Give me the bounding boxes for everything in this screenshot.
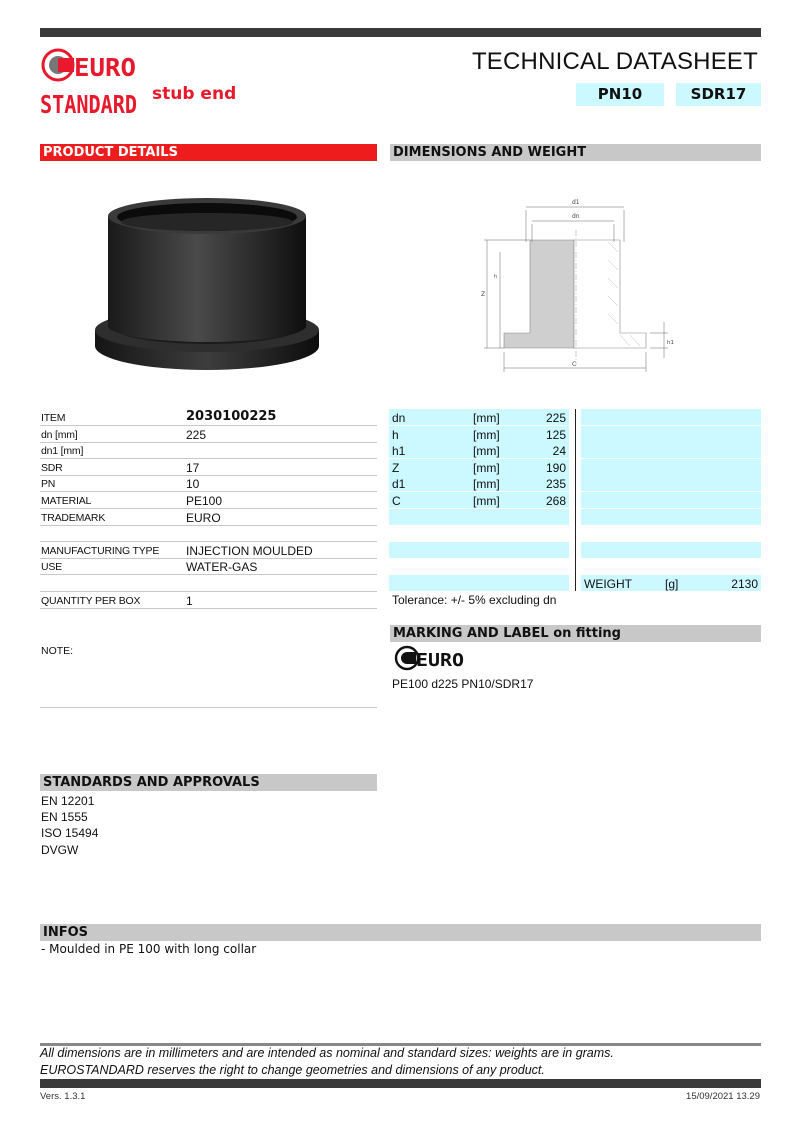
weight-table-row-empty	[581, 442, 761, 459]
dimension-name: d1	[392, 477, 406, 491]
detail-row	[40, 426, 377, 443]
dimension-row-empty	[389, 575, 569, 592]
infos-header: INFOS	[40, 924, 761, 941]
detail-row	[40, 442, 377, 459]
dimension-row-empty	[389, 509, 569, 526]
weight-unit: [g]	[665, 577, 679, 591]
dimension-name: Z	[392, 461, 400, 475]
standard-item: ISO 15494	[41, 826, 99, 840]
weight-table-row-empty	[581, 475, 761, 492]
dimension-row	[389, 442, 569, 459]
dimension-unit: [mm]	[473, 477, 500, 491]
product-name: stub end	[152, 84, 237, 104]
detail-row	[40, 509, 377, 526]
detail-key: PN	[41, 478, 56, 490]
detail-value: PE100	[186, 494, 223, 508]
standard-item: EN 1555	[41, 810, 88, 824]
drawing-label-h1: h1	[667, 340, 674, 346]
dimension-row	[389, 426, 569, 443]
dimension-value: 225	[545, 411, 566, 425]
pn-badge: PN10	[576, 83, 664, 106]
dimension-unit: [mm]	[473, 411, 500, 425]
detail-key: ITEM	[41, 412, 66, 424]
detail-key: SDR	[41, 462, 63, 474]
dimension-unit: [mm]	[473, 444, 500, 458]
detail-value: 10	[186, 477, 200, 491]
marking-logo	[394, 645, 466, 671]
dimension-value: 235	[545, 477, 566, 491]
drawing-label-dn: dn	[572, 213, 580, 220]
dimension-value: 190	[545, 461, 566, 475]
sdr-badge: SDR17	[676, 83, 761, 106]
detail-key: dn [mm]	[41, 429, 78, 441]
note-label: NOTE:	[41, 645, 74, 657]
dimension-row-empty	[389, 542, 569, 559]
top-bar	[40, 28, 761, 37]
dimension-row-empty	[389, 558, 569, 575]
detail-row	[40, 492, 377, 509]
dimension-row	[389, 492, 569, 509]
detail-row	[40, 558, 377, 575]
weight-value: 2130	[731, 577, 758, 591]
dimension-unit: [mm]	[473, 428, 500, 442]
detail-row	[40, 525, 377, 542]
detail-key: dn1 [mm]	[41, 445, 84, 457]
infos-text: - Moulded in PE 100 with long collar	[41, 942, 257, 956]
detail-row	[40, 542, 377, 559]
dimension-row	[389, 409, 569, 426]
dimension-name: C	[392, 494, 401, 508]
weight-table-row-empty	[581, 409, 761, 426]
detail-row	[40, 475, 377, 492]
product-details-header: PRODUCT DETAILS	[40, 144, 377, 161]
detail-value: INJECTION MOULDED	[186, 544, 313, 558]
dimension-row	[389, 459, 569, 476]
version-label: Vers. 1.3.1	[40, 1091, 86, 1102]
logo-text-standard: STANDARD	[40, 90, 137, 119]
weight-table-row-empty	[581, 492, 761, 509]
detail-key: MATERIAL	[41, 495, 92, 507]
standard-item: EN 12201	[41, 794, 95, 808]
detail-value: WATER-GAS	[186, 560, 258, 574]
weight-table-row-empty	[581, 558, 761, 575]
detail-key: TRADEMARK	[41, 512, 106, 524]
dimension-unit: [mm]	[473, 461, 500, 475]
weight-table-row-empty	[581, 509, 761, 526]
dimension-name: dn	[392, 411, 406, 425]
marking-header: MARKING AND LABEL on fitting	[390, 625, 761, 642]
drawing-label-h: h	[494, 274, 498, 280]
detail-row	[40, 459, 377, 476]
detail-value: 1	[186, 594, 193, 608]
standards-header: STANDARDS AND APPROVALS	[40, 774, 377, 791]
note-divider	[40, 707, 377, 708]
marking-logo-text: EURO	[416, 650, 465, 671]
weight-table-row-empty	[581, 525, 761, 542]
print-datetime: 15/09/2021 13.29	[686, 1091, 760, 1102]
drawing-label-z: Z	[481, 291, 486, 298]
logo-text-euro: EURO	[74, 53, 136, 82]
eurostandard-logo	[40, 45, 140, 120]
dimension-unit: [mm]	[473, 494, 500, 508]
detail-row	[40, 409, 377, 426]
detail-row	[40, 575, 377, 592]
drawing-label-c: C	[572, 361, 577, 368]
detail-key: QUANTITY PER BOX	[41, 595, 141, 607]
dimension-value: 24	[552, 444, 566, 458]
detail-value: EURO	[186, 511, 221, 525]
dimension-drawing	[478, 190, 678, 375]
dimension-value: 125	[545, 428, 566, 442]
bottom-bar	[40, 1079, 761, 1088]
detail-key: USE	[41, 561, 62, 573]
dimension-row-empty	[389, 525, 569, 542]
table-divider	[575, 409, 576, 591]
detail-value: 17	[186, 461, 200, 475]
dimension-value: 268	[545, 494, 566, 508]
detail-key: MANUFACTURING TYPE	[41, 545, 160, 557]
standard-item: DVGW	[41, 843, 79, 857]
footer-note-1: All dimensions are in millimeters and are intended as nominal and standard sizes: weights are in grams.	[40, 1046, 614, 1060]
footer-note-2: EUROSTANDARD reserves the right to change geometries and dimensions of any product.	[40, 1063, 545, 1077]
page-title: TECHNICAL DATASHEET	[471, 48, 758, 75]
item-code: 2030100225	[186, 409, 277, 424]
weight-label: WEIGHT	[584, 577, 632, 591]
weight-row	[581, 575, 761, 592]
dimension-name: h	[392, 428, 399, 442]
detail-row	[40, 592, 377, 609]
dimension-name: h1	[392, 444, 406, 458]
weight-table-row-empty	[581, 426, 761, 443]
detail-value: 225	[186, 428, 207, 442]
tolerance-text: Tolerance: +/- 5% excluding dn	[392, 593, 557, 607]
dimension-row	[389, 475, 569, 492]
product-image	[94, 196, 320, 378]
weight-table-row-empty	[581, 459, 761, 476]
marking-text: PE100 d225 PN10/SDR17	[392, 677, 534, 691]
drawing-label-d1: d1	[572, 199, 580, 206]
dimensions-weight-header: DIMENSIONS AND WEIGHT	[390, 144, 761, 161]
weight-table-row-empty	[581, 542, 761, 559]
